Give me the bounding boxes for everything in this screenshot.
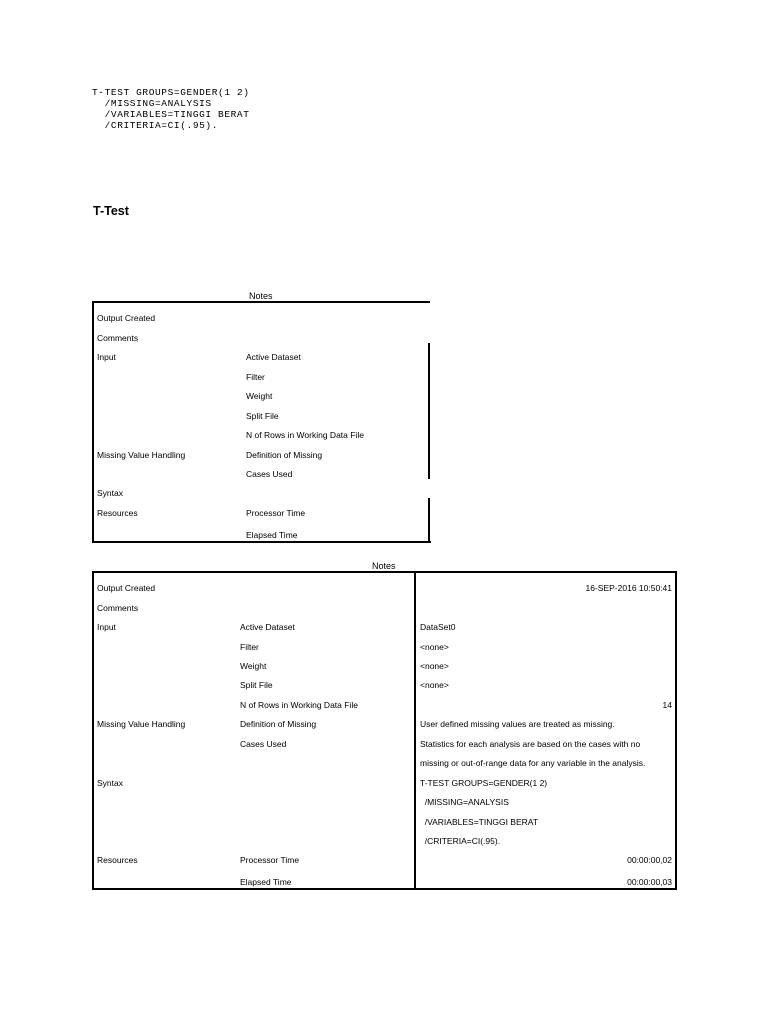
row-value: 14	[662, 700, 672, 710]
row-sublabel: Elapsed Time	[240, 877, 292, 887]
row-value: missing or out-of-range data for any variable in the analysis.	[420, 758, 646, 768]
table-border-top	[92, 301, 430, 303]
row-sublabel: N of Rows in Working Data File	[240, 700, 358, 710]
row-sublabel: Filter	[246, 372, 265, 382]
row-value: /VARIABLES=TINGGI BERAT	[420, 817, 539, 827]
syntax-line: /VARIABLES=TINGGI BERAT	[92, 109, 250, 120]
row-value: DataSet0	[420, 622, 456, 632]
row-value: 00:00:00,03	[627, 877, 672, 887]
table-border-right-upper	[428, 343, 430, 479]
row-label: Output Created	[97, 313, 156, 323]
row-value: /MISSING=ANALYSIS	[420, 797, 509, 807]
row-value: <none>	[420, 661, 449, 671]
row-sublabel: Active Dataset	[240, 622, 295, 632]
row-sublabel: Definition of Missing	[240, 719, 317, 729]
row-sublabel: Weight	[246, 391, 273, 401]
row-sublabel: N of Rows in Working Data File	[246, 430, 364, 440]
row-sublabel: Split File	[246, 411, 279, 421]
row-sublabel: Filter	[240, 642, 259, 652]
row-value: 00:00:00,02	[627, 855, 672, 865]
row-label: Comments	[97, 333, 139, 343]
table-border-bottom	[92, 541, 431, 543]
row-sublabel: Cases Used	[246, 469, 293, 479]
row-value: <none>	[420, 680, 449, 690]
notes-table-1-title: Notes	[249, 291, 273, 301]
table-column-divider	[414, 571, 416, 890]
row-sublabel: Processor Time	[240, 855, 300, 865]
table-border-bottom	[92, 888, 677, 890]
row-value: 16-SEP-2016 10:50:41	[585, 583, 672, 593]
row-sublabel: Definition of Missing	[246, 450, 323, 460]
row-value: Statistics for each analysis are based on the cases with no	[420, 739, 641, 749]
row-value: <none>	[420, 642, 449, 652]
table-border-top	[92, 571, 677, 573]
row-label: Input	[97, 352, 116, 362]
row-sublabel: Elapsed Time	[246, 530, 298, 540]
syntax-line: /CRITERIA=CI(.95).	[92, 120, 219, 131]
table-border-left	[92, 571, 94, 890]
row-sublabel: Active Dataset	[246, 352, 301, 362]
section-heading: T-Test	[93, 204, 129, 218]
row-label: Output Created	[97, 583, 156, 593]
syntax-line: /MISSING=ANALYSIS	[92, 98, 212, 109]
row-value: User defined missing values are treated as missing.	[420, 719, 615, 729]
row-sublabel: Cases Used	[240, 739, 287, 749]
table-border-left	[92, 301, 94, 543]
row-sublabel: Split File	[240, 680, 273, 690]
row-label: Missing Value Handling	[97, 719, 186, 729]
row-label: Resources	[97, 508, 138, 518]
table-border-right	[675, 571, 677, 890]
row-value: T-TEST GROUPS=GENDER(1 2)	[420, 778, 548, 788]
notes-table-2-title: Notes	[372, 561, 396, 571]
row-label: Missing Value Handling	[97, 450, 186, 460]
row-value: /CRITERIA=CI(.95).	[420, 836, 501, 846]
table-border-right-lower	[428, 498, 430, 543]
row-label: Input	[97, 622, 116, 632]
row-sublabel: Weight	[240, 661, 267, 671]
row-label: Resources	[97, 855, 138, 865]
row-label: Syntax	[97, 778, 123, 788]
syntax-line: T-TEST GROUPS=GENDER(1 2)	[92, 87, 250, 98]
row-label: Syntax	[97, 488, 123, 498]
row-label: Comments	[97, 603, 139, 613]
row-sublabel: Processor Time	[246, 508, 306, 518]
syntax-block	[92, 87, 250, 131]
